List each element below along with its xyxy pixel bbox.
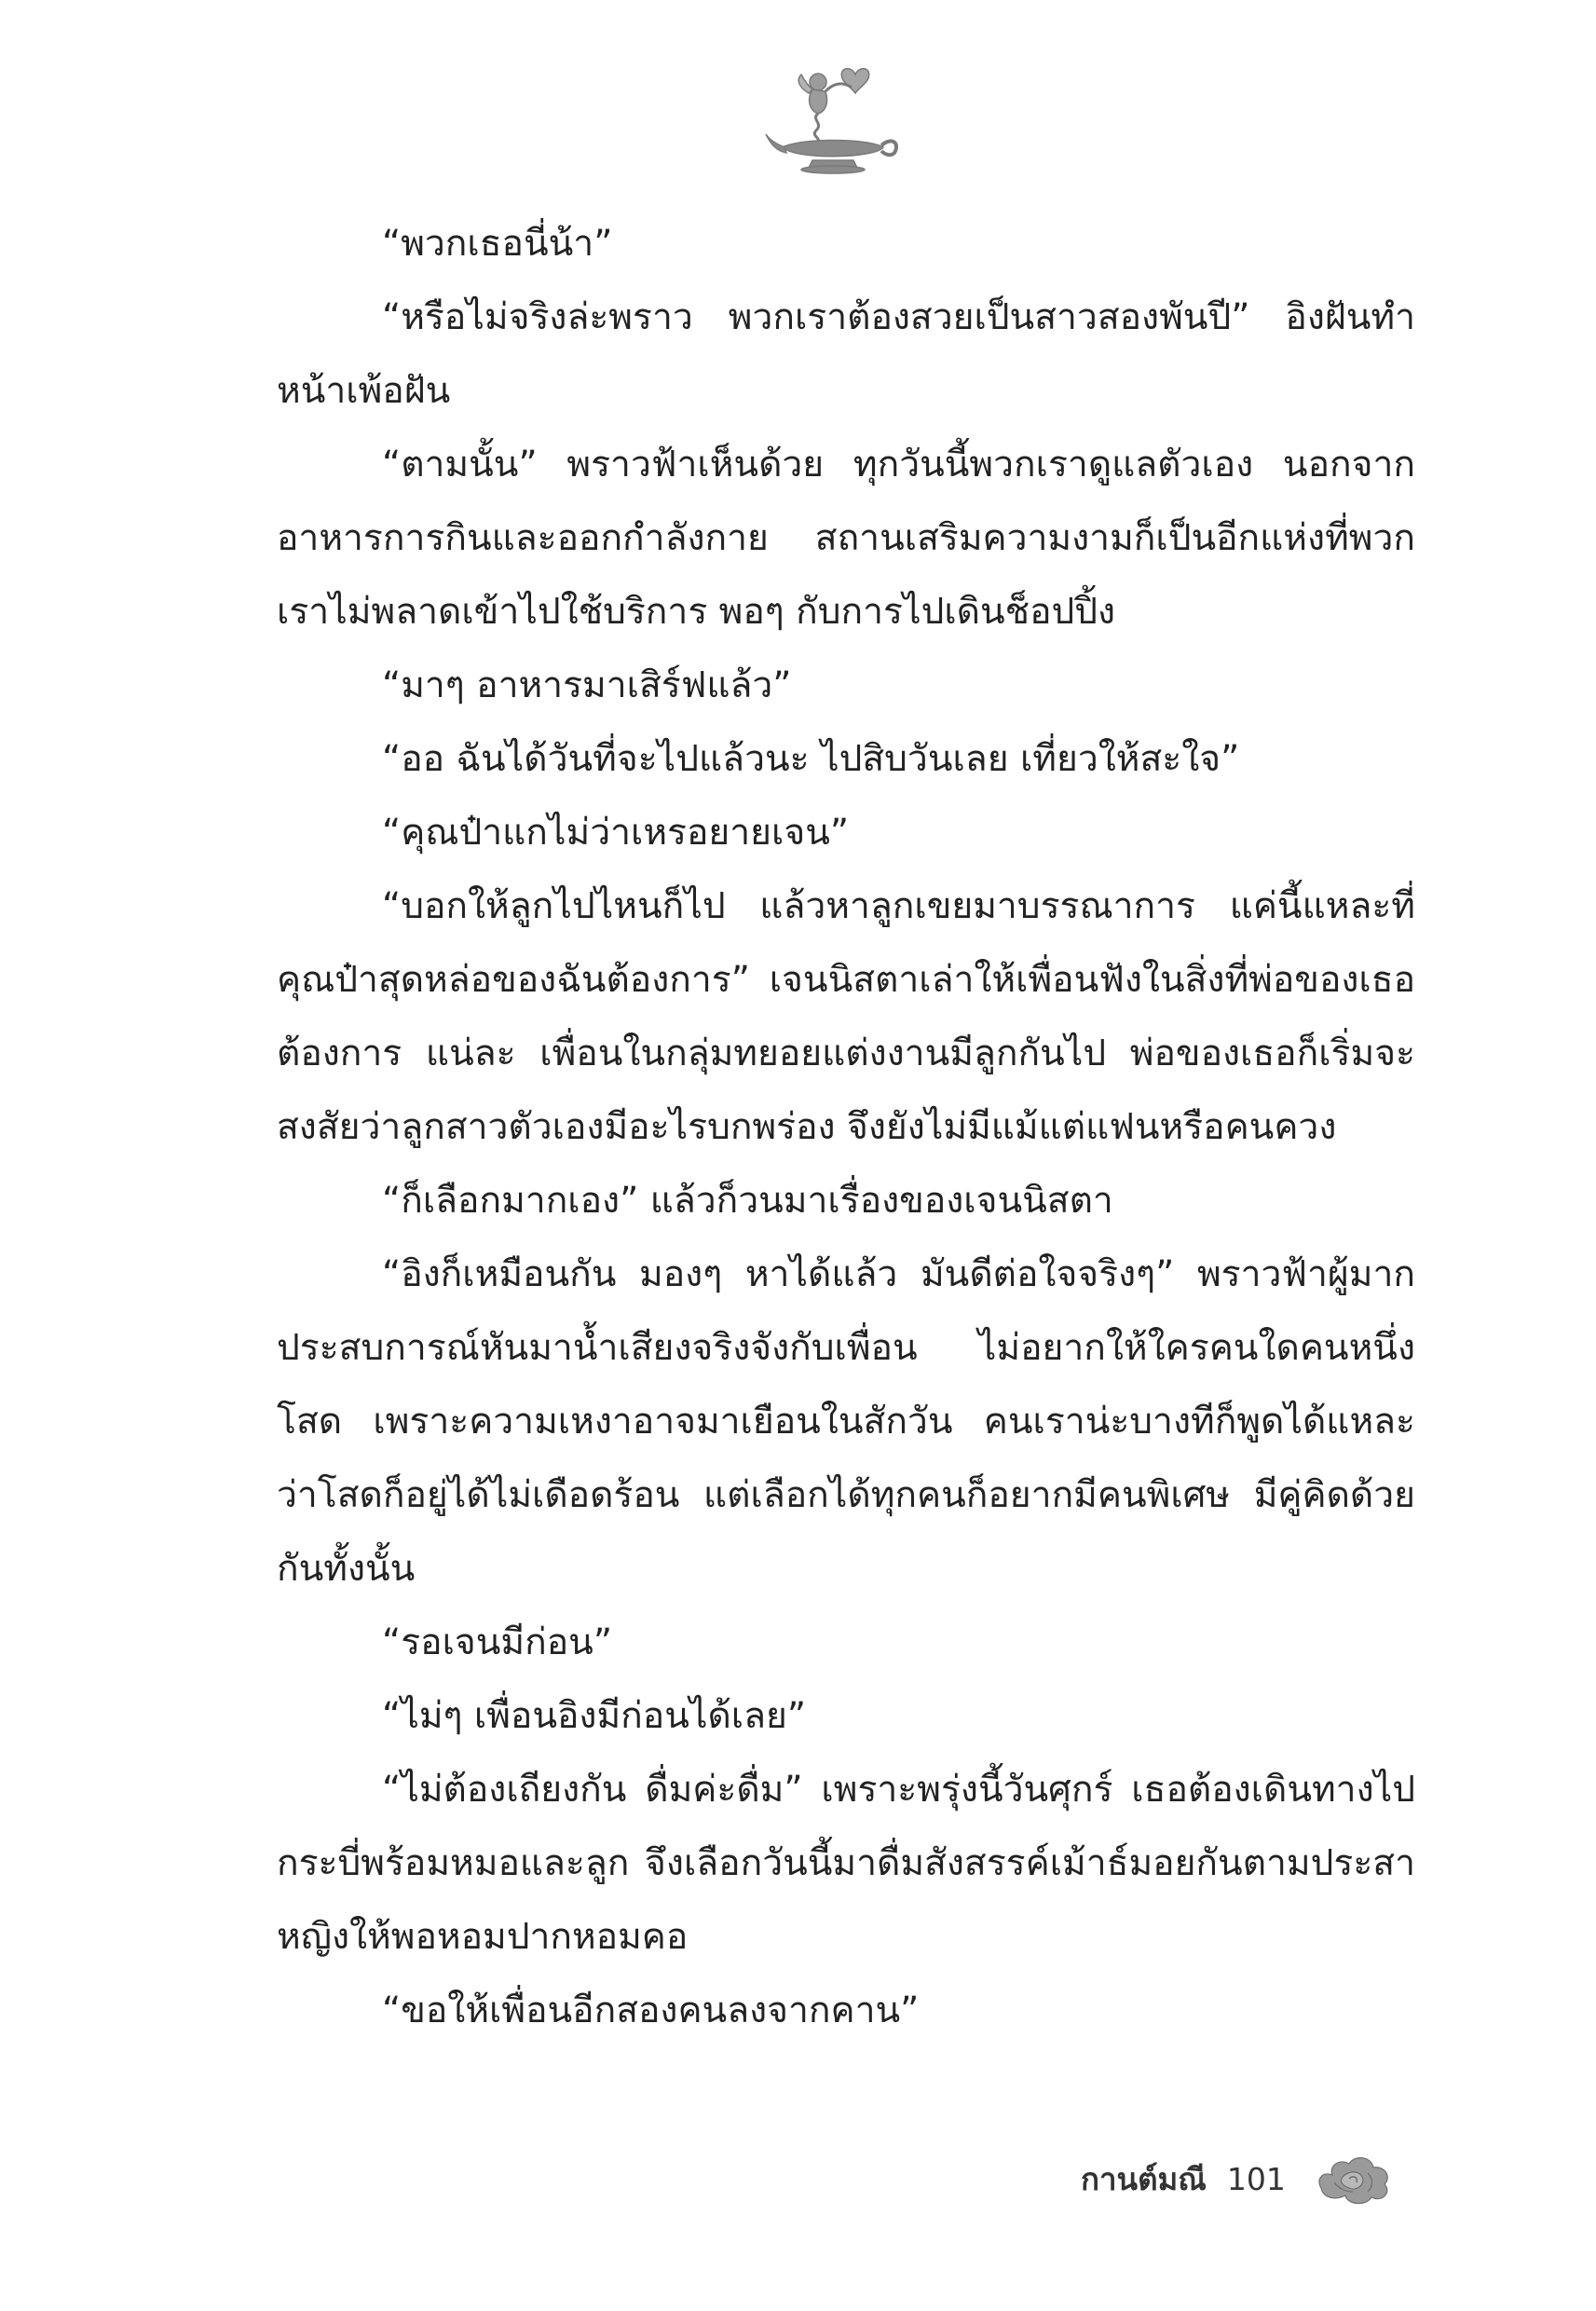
- page-footer: [1081, 2151, 1394, 2207]
- page-number: 101: [1226, 2160, 1286, 2197]
- paragraph: “หรือไม่จริงล่ะพราว พวกเราต้องสวยเป็นสาวสองพันปี” อิงฝันทำหน้าเพ้อฝัน: [277, 296, 1415, 412]
- paragraph: “ตามนั้น” พราวฟ้าเห็นด้วย ทุกวันนี้พวกเราดูแลตัวเอง นอกจากอาหารการกินและออกกำลังกาย สถานเสริมความงามก็เป็นอีกแห่งที่พวกเราไม่พลาดเข้าไปใช้บริการ พอๆ กับการไปเดินช็อปปิ้ง: [277, 444, 1415, 633]
- paragraph: “ก็เลือกมากเอง” แล้วก็วนมาเรื่องของเจนนิสตา: [382, 1180, 1113, 1222]
- paragraph: “อิงก็เหมือนกัน มองๆ หาได้แล้ว มันดีต่อใจจริงๆ” พราวฟ้าผู้มากประสบการณ์หันมาน้ำเสียงจริงจังกับเพื่อน ไม่อยากให้ใครคนใดคนหนึ่งโสด เพราะความเหงาอาจมาเยือนในสักวัน คนเราน่ะบางทีก็พูดได้แหละว่าโสดก็อยู่ได้ไม่เดือดร้อน แต่เลือกได้ทุกคนก็อยากมีคนพิเศษ มีคู่คิดด้วยกันทั้งนั้น: [277, 1253, 1415, 1590]
- rose-icon: [1314, 2151, 1394, 2207]
- paragraph: “บอกให้ลูกไปไหนก็ไป แล้วหาลูกเขยมาบรรณาการ แค่นี้แหละที่คุณป๋าสุดหล่อของฉันต้องการ” เจนนิสตาเล่าให้เพื่อนฟังในสิ่งที่พ่อของเธอต้องการ แน่ละ เพื่อนในกลุ่มทยอยแต่งงานมีลูกกันไป พ่อของเธอก็เริ่มจะสงสัยว่าลูกสาวตัวเองมีอะไรบกพร่อง จึงยังไม่มีแม้แต่แฟนหรือคนควง: [277, 885, 1415, 1148]
- paragraph: “ไม่ๆ เพื่อนอิงมีก่อนได้เลย”: [382, 1695, 807, 1737]
- paragraph: “ไม่ต้องเถียงกัน ดื่มค่ะดื่ม” เพราะพรุ่งนี้วันศุกร์ เธอต้องเดินทางไปกระบี่พร้อมหมอและลูก จึงเลือกวันนี้มาดื่มสังสรรค์เม้าธ์มอยกันตามประสาหญิงให้พอหอมปากหอมคอ: [277, 1769, 1415, 1958]
- body-text: [277, 207, 1415, 2047]
- book-title: กานต์มณี: [1081, 2160, 1207, 2197]
- paragraph: “คุณป๋าแกไม่ว่าเหรอยายเจน”: [382, 812, 850, 854]
- genie-lamp-with-cupid-icon: [764, 54, 904, 175]
- paragraph: “ขอให้เพื่อนอีกสองคนลงจากคาน”: [382, 1990, 920, 2031]
- paragraph: “พวกเธอนี่น้า”: [382, 223, 613, 265]
- paragraph: “ออ ฉันได้วันที่จะไปแล้วนะ ไปสิบวันเลย เที่ยวให้สะใจ”: [382, 738, 1240, 780]
- paragraph: “มาๆ อาหารมาเสิร์ฟแล้ว”: [382, 664, 792, 706]
- paragraph: “รอเจนมีก่อน”: [382, 1621, 613, 1663]
